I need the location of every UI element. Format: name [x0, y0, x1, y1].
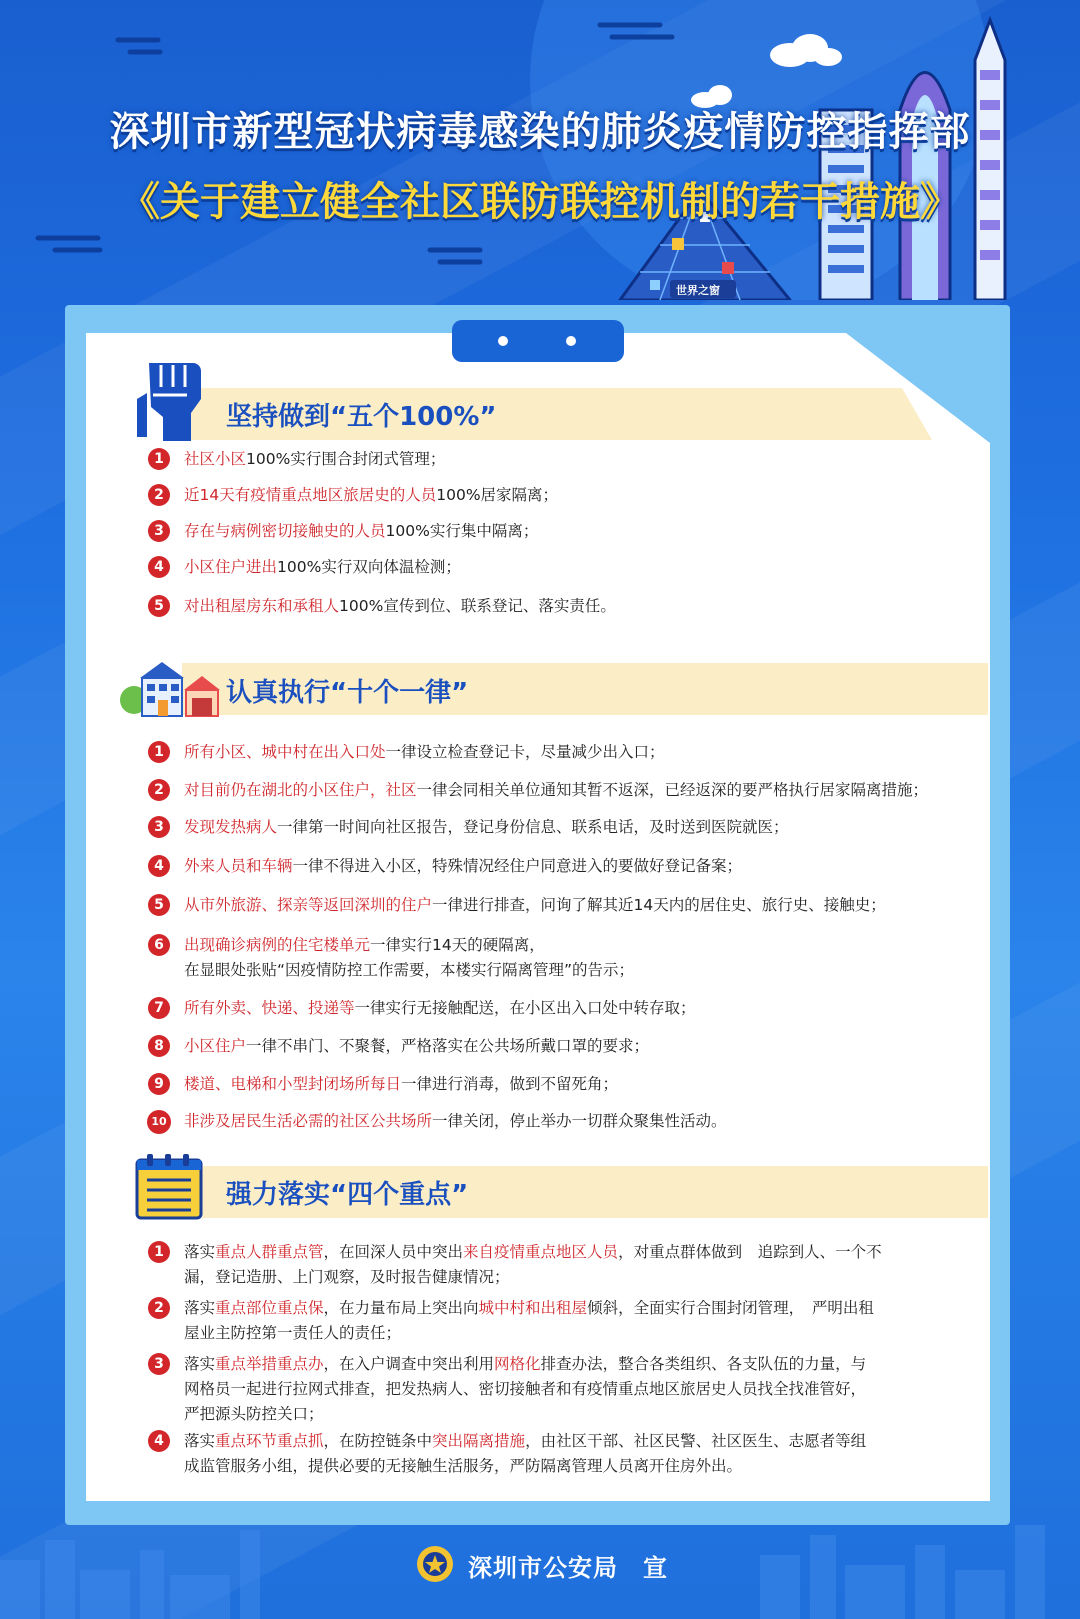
item-text: [184, 996, 980, 1021]
number-badge: 5: [148, 894, 170, 916]
highlight-text: 小区住户进出: [184, 558, 278, 576]
item-text: [184, 1034, 980, 1059]
body-text: 一律进行排查，问询了解其近14天内的居住史、旅行史、接触史；: [432, 896, 886, 914]
item-text-line: [184, 1109, 980, 1134]
item-text: [184, 933, 980, 983]
item-text: [184, 1240, 980, 1290]
item-text-line: [184, 483, 980, 508]
item-text-line: [184, 933, 980, 958]
item-text: [184, 555, 980, 580]
landmark-label: 世界之窗: [676, 284, 720, 297]
item-text: [184, 1429, 980, 1479]
title-line-1: 深圳市新型冠状病毒感染的肺炎疫情防控指挥部: [109, 109, 971, 155]
item-text-line: [184, 447, 980, 472]
body-text: 100%居家隔离；: [436, 486, 559, 504]
checklist-icon: [133, 1150, 205, 1222]
number-badge: 3: [148, 816, 170, 838]
body-text: 一律第一时间向社区报告，登记身份信息、联系电话，及时送到医院就医；: [277, 818, 789, 836]
item-text-line: [184, 958, 980, 983]
highlight-text: 突出隔离措施: [432, 1432, 526, 1450]
item-text-line: [184, 1377, 980, 1402]
body-text: 一律会同相关单位通知其暂不返深，已经返深的要严格执行居家隔离措施；: [416, 781, 929, 799]
number-badge: 3: [148, 520, 170, 542]
item-text-line: [184, 778, 980, 803]
body-text: 屋业主防控第一责任人的责任；: [184, 1324, 402, 1342]
section-title-four-key-points: 强力落实“四个重点”: [226, 1180, 469, 1210]
highlight-text: 重点环节重点抓: [215, 1432, 324, 1450]
body-text: 100%实行双向体温检测；: [277, 558, 461, 576]
item-text: [184, 594, 980, 619]
body-text: ，在入户调查中突出利用: [323, 1355, 495, 1373]
body-text: 一律设立检查登记卡，尽量减少出入口；: [385, 743, 665, 761]
number-badge: 5: [148, 595, 170, 617]
body-text: 落实: [184, 1243, 216, 1261]
section-title-ten-rules: 认真执行“十个一律”: [226, 678, 469, 708]
body-text: 成监管服务小组，提供必要的无接触生活服务，严防隔离管理人员离开住房外出。: [184, 1457, 743, 1475]
highlight-text: 出现确诊病例的住宅楼单元: [184, 936, 371, 954]
body-text: 一律不得进入小区，特殊情况经住户同意进入的要做好登记备案；: [292, 857, 743, 875]
item-text-line: [184, 815, 980, 840]
highlight-text: 外来人员和车辆: [184, 857, 293, 875]
number-badge: 9: [148, 1073, 170, 1095]
highlight-text: 近14天有疫情重点地区旅居史的人员: [184, 486, 437, 504]
body-text: 100%宣传到位、联系登记、落实责任。: [339, 597, 616, 615]
highlight-text: 重点举措重点办: [215, 1355, 324, 1373]
highlight-text: 存在与病例密切接触史的人员: [184, 522, 386, 540]
highlight-text: 重点部位重点保: [215, 1299, 324, 1317]
number-badge: 6: [148, 934, 170, 956]
highlight-text: 从市外旅游、探亲等返回深圳的住户: [184, 896, 433, 914]
body-text: 一律实行14天的硬隔离，: [370, 936, 545, 954]
body-text: ，在力量布局上突出向: [323, 1299, 479, 1317]
number-badge: 1: [148, 448, 170, 470]
item-text-line: [184, 854, 980, 879]
number-badge: 10: [147, 1110, 171, 1134]
item-text-line: [184, 594, 980, 619]
item-text-line: [184, 893, 980, 918]
body-text: 在显眼处张贴“因疫情防控工作需要，本楼实行隔离管理”的告示；: [184, 961, 635, 979]
body-text: 倾斜，全面实行合围封闭管理， 严明出租: [587, 1299, 874, 1317]
highlight-text: 楼道、电梯和小型封闭场所每日: [184, 1075, 402, 1093]
number-badge: 4: [148, 855, 170, 877]
item-text: [184, 778, 980, 803]
highlight-text: 重点人群重点管: [215, 1243, 324, 1261]
body-text: ，在防控链条中: [323, 1432, 433, 1450]
item-text: [184, 519, 980, 544]
title-line-2: 《关于建立健全社区联防联控机制的若干措施》: [120, 179, 960, 225]
item-text-line: [184, 1034, 980, 1059]
highlight-text: 发现发热病人: [184, 818, 278, 836]
number-badge: 1: [148, 1241, 170, 1263]
body-text: ，对重点群体做到 追踪到人、一个不: [618, 1243, 882, 1261]
body-text: 严把源头防控关口；: [184, 1405, 324, 1423]
section-title-five-100: 坚持做到“五个100%”: [226, 402, 497, 432]
body-text: 一律实行无接触配送，在小区出入口处中转存取；: [354, 999, 696, 1017]
tab-dot: [566, 336, 576, 346]
police-emblem-icon: [416, 1545, 454, 1583]
houses-icon: [120, 660, 225, 718]
item-text: [184, 1352, 980, 1427]
item-text-line: [184, 1296, 980, 1321]
tab-dot: [498, 336, 508, 346]
item-text-line: [184, 555, 980, 580]
item-text-line: [184, 1072, 980, 1097]
item-text-line: [184, 996, 980, 1021]
item-text: [184, 740, 980, 765]
number-badge: 2: [148, 779, 170, 801]
highlight-text: 网格化: [494, 1355, 541, 1373]
body-text: 漏，登记造册、上门观察，及时报告健康情况；: [184, 1268, 510, 1286]
highlight-text: 所有外卖、快递、投递等: [184, 999, 355, 1017]
item-text: [184, 447, 980, 472]
body-text: 落实: [184, 1432, 216, 1450]
fist-icon: [135, 355, 211, 443]
highlight-text: 小区住户: [184, 1037, 247, 1055]
footer-publisher: 深圳市公安局 宣: [468, 1554, 668, 1582]
number-badge: 4: [148, 556, 170, 578]
highlight-text: 非涉及居民生活必需的社区公共场所: [184, 1112, 433, 1130]
number-badge: 1: [148, 741, 170, 763]
body-text: 100%实行集中隔离；: [385, 522, 539, 540]
item-text-line: [184, 1321, 980, 1346]
item-text: [184, 1072, 980, 1097]
body-text: 一律关闭，停止举办一切群众聚集性活动。: [432, 1112, 727, 1130]
body-text: ，在回深人员中突出: [323, 1243, 464, 1261]
body-text: 排查办法，整合各类组织、各支队伍的力量，与: [540, 1355, 867, 1373]
number-badge: 8: [148, 1035, 170, 1057]
number-badge: 4: [148, 1430, 170, 1452]
header: [0, 0, 1080, 300]
number-badge: 7: [148, 997, 170, 1019]
item-text-line: [184, 1402, 980, 1427]
highlight-text: 对出租屋房东和承租人: [184, 597, 340, 615]
item-text: [184, 854, 980, 879]
body-text: 一律进行消毒，做到不留死角；: [401, 1075, 619, 1093]
item-text-line: [184, 1352, 980, 1377]
item-text: [184, 893, 980, 918]
body-text: 一律不串门、不聚餐，严格落实在公共场所戴口罩的要求；: [246, 1037, 650, 1055]
item-text: [184, 1296, 980, 1346]
highlight-text: 对目前仍在湖北的小区住户，社区: [184, 781, 417, 799]
body-text: 落实: [184, 1299, 216, 1317]
highlight-text: 城中村和出租屋: [478, 1299, 588, 1317]
item-text: [184, 483, 980, 508]
item-text-line: [184, 1240, 980, 1265]
number-badge: 2: [148, 1297, 170, 1319]
highlight-text: 所有小区、城中村在出入口处: [184, 743, 386, 761]
body-text: ，由社区干部、社区民警、社区医生、志愿者等组: [525, 1432, 867, 1450]
body-text: 落实: [184, 1355, 216, 1373]
highlight-text: 社区小区: [184, 450, 247, 468]
item-text: [184, 815, 980, 840]
body-text: 网格员一起进行拉网式排查，把发热病人、密切接触者和有疫情重点地区旅居史人员找全找准管好，: [184, 1380, 867, 1398]
item-text: [184, 1109, 980, 1134]
highlight-text: 来自疫情重点地区人员: [463, 1243, 619, 1261]
item-text-line: [184, 1265, 980, 1290]
number-badge: 2: [148, 484, 170, 506]
item-text-line: [184, 519, 980, 544]
number-badge: 3: [148, 1353, 170, 1375]
item-text-line: [184, 1454, 980, 1479]
body-text: 100%实行围合封闭式管理；: [246, 450, 446, 468]
item-text-line: [184, 740, 980, 765]
panel-tab: [452, 320, 624, 362]
item-text-line: [184, 1429, 980, 1454]
